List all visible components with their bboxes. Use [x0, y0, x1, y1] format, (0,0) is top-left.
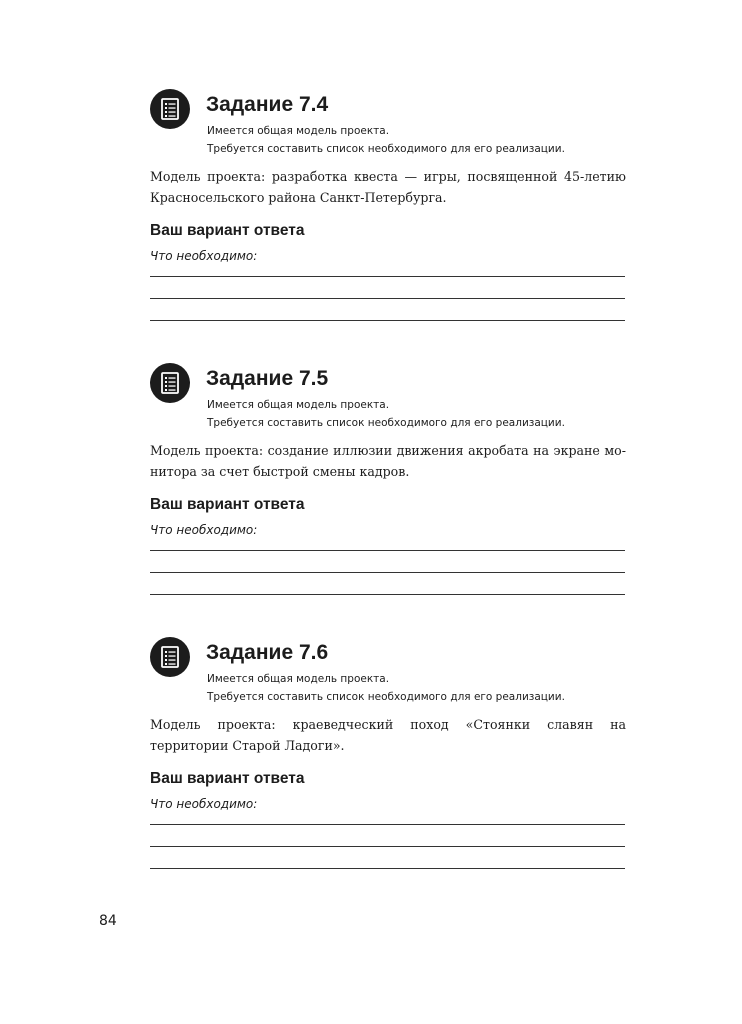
answer-line[interactable]: [150, 824, 625, 825]
answer-prompt: Что необходимо:: [150, 249, 258, 263]
task-subtitle-line2: Требуется составить список необходимого для его реализации.: [207, 143, 565, 155]
task-7-5: [0, 363, 742, 633]
task-subtitle-line2: Требуется составить список необходимого для его реализации.: [207, 417, 565, 429]
document-list-icon: [150, 89, 190, 129]
task-7-4: [0, 89, 742, 359]
answer-prompt: Что необходимо:: [150, 797, 258, 811]
project-model-text: Модель проекта: краеведческий поход «Стоянки славян на территории Старой Ладоги».: [150, 717, 626, 753]
project-model-text: Модель проекта: разработка квеста — игры, посвященной 45-летию Красносельского района Санкт-Петербурга.: [150, 169, 626, 205]
answer-heading: Ваш вариант ответа: [150, 496, 305, 513]
answer-line[interactable]: [150, 594, 625, 595]
answer-line[interactable]: [150, 276, 625, 277]
task-7-6: [0, 637, 742, 907]
answer-line[interactable]: [150, 846, 625, 847]
answer-line[interactable]: [150, 572, 625, 573]
task-title: Задание 7.6: [206, 641, 329, 664]
answer-prompt: Что необходимо:: [150, 523, 258, 537]
task-subtitle-line1: Имеется общая модель проекта.: [207, 673, 390, 685]
answer-line[interactable]: [150, 298, 625, 299]
answer-heading: Ваш вариант ответа: [150, 222, 305, 239]
task-title: Задание 7.5: [206, 367, 329, 390]
answer-line[interactable]: [150, 550, 625, 551]
page-number: 84: [99, 913, 117, 929]
document-list-icon: [150, 637, 190, 677]
task-subtitle-line1: Имеется общая модель проекта.: [207, 125, 390, 137]
answer-line[interactable]: [150, 868, 625, 869]
answer-line[interactable]: [150, 320, 625, 321]
document-list-icon: [150, 363, 190, 403]
task-subtitle-line1: Имеется общая модель проекта.: [207, 399, 390, 411]
answer-heading: Ваш вариант ответа: [150, 770, 305, 787]
project-model-text: Модель проекта: создание иллюзии движения акробата на экране монитора за счет быстрой смены кадров.: [150, 443, 626, 479]
task-subtitle-line2: Требуется составить список необходимого для его реализации.: [207, 691, 565, 703]
task-title: Задание 7.4: [206, 93, 329, 116]
